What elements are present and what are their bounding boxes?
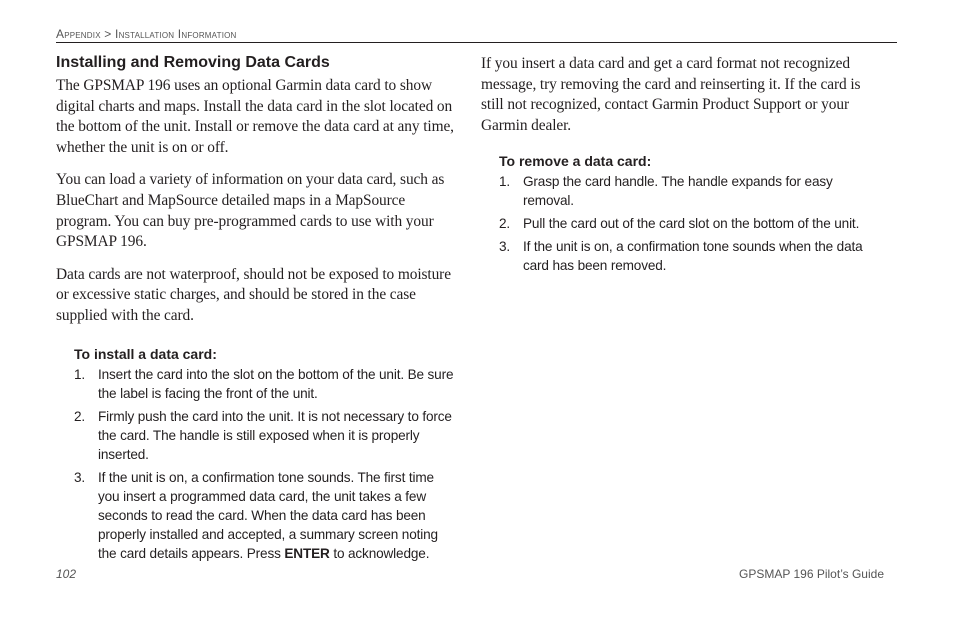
- step-text: Grasp the card handle. The handle expands for easy removal.: [523, 174, 833, 209]
- step-text: If the unit is on, a confirmation tone sounds when the data card has been removed.: [523, 239, 863, 274]
- page-number: 102: [56, 567, 77, 581]
- list-item: [56, 407, 456, 464]
- header-rule: [56, 42, 897, 43]
- list-item: [481, 214, 881, 233]
- breadcrumb: [56, 27, 237, 41]
- intro-paragraph: The GPSMAP 196 uses an optional Garmin data card to show digital charts and maps. Install the data card in the slot located on the bottom of the unit. Install or remove the data card at any time, whether the unit is on or off.: [56, 77, 454, 156]
- section-heading: Installing and Removing Data Cards: [56, 54, 330, 71]
- list-item: [481, 172, 881, 210]
- step-text: Firmly push the card into the unit. It is not necessary to force the card. The handle is still exposed when it is properly inserted.: [98, 408, 452, 462]
- right-column: [481, 53, 881, 279]
- step-number: 1.: [74, 366, 86, 382]
- step-number: 3.: [499, 239, 511, 255]
- step-text: Pull the card out of the card slot on the bottom of the unit.: [523, 216, 860, 232]
- step-text: Insert the card into the slot on the bottom of the unit. Be sure the label is facing the front of the unit.: [98, 366, 454, 401]
- step-number: 1.: [499, 174, 511, 190]
- waterproof-paragraph: Data cards are not waterproof, should not be exposed to moisture or excessive static charges, and should be stored in the case supplied with the card.: [56, 265, 451, 324]
- breadcrumb-parent: Appendix: [56, 27, 101, 41]
- step-number: 2.: [499, 216, 511, 232]
- load-info-paragraph: You can load a variety of information on your data card, such as BlueChart and MapSource detailed maps in a MapSource program. You can buy pre-programmed cards to use with your GPSMAP 196.: [56, 171, 445, 251]
- guide-title: GPSMAP 196 Pilot’s Guide: [739, 567, 884, 581]
- step-text: If the unit is on, a confirmation tone sounds. The first time you insert a programmed data card, the unit takes a few seconds to read the card. When the data card has been properly installed and accepted, a summary screen noting the card details appears. Press: [98, 469, 438, 561]
- breadcrumb-current: Installation Information: [115, 27, 237, 41]
- enter-key-label: ENTER: [284, 545, 330, 561]
- remove-steps-list: [481, 172, 881, 275]
- step-text-end: to acknowledge.: [329, 545, 430, 561]
- list-item: [481, 237, 881, 275]
- list-item: [56, 365, 456, 403]
- install-steps-list: [56, 365, 456, 563]
- list-item: [56, 468, 456, 563]
- format-error-paragraph: If you insert a data card and get a card format not recognized message, try removing the card and reinserting it. If the card is still not recognized, contact Garmin Product Support or your Garmin dealer.: [481, 55, 861, 134]
- install-procedure-heading: To install a data card:: [74, 345, 217, 362]
- left-column: [56, 53, 456, 567]
- breadcrumb-separator: >: [104, 27, 112, 41]
- step-number: 2.: [74, 408, 86, 424]
- step-number: 3.: [74, 469, 86, 485]
- remove-procedure-heading: To remove a data card:: [499, 153, 652, 170]
